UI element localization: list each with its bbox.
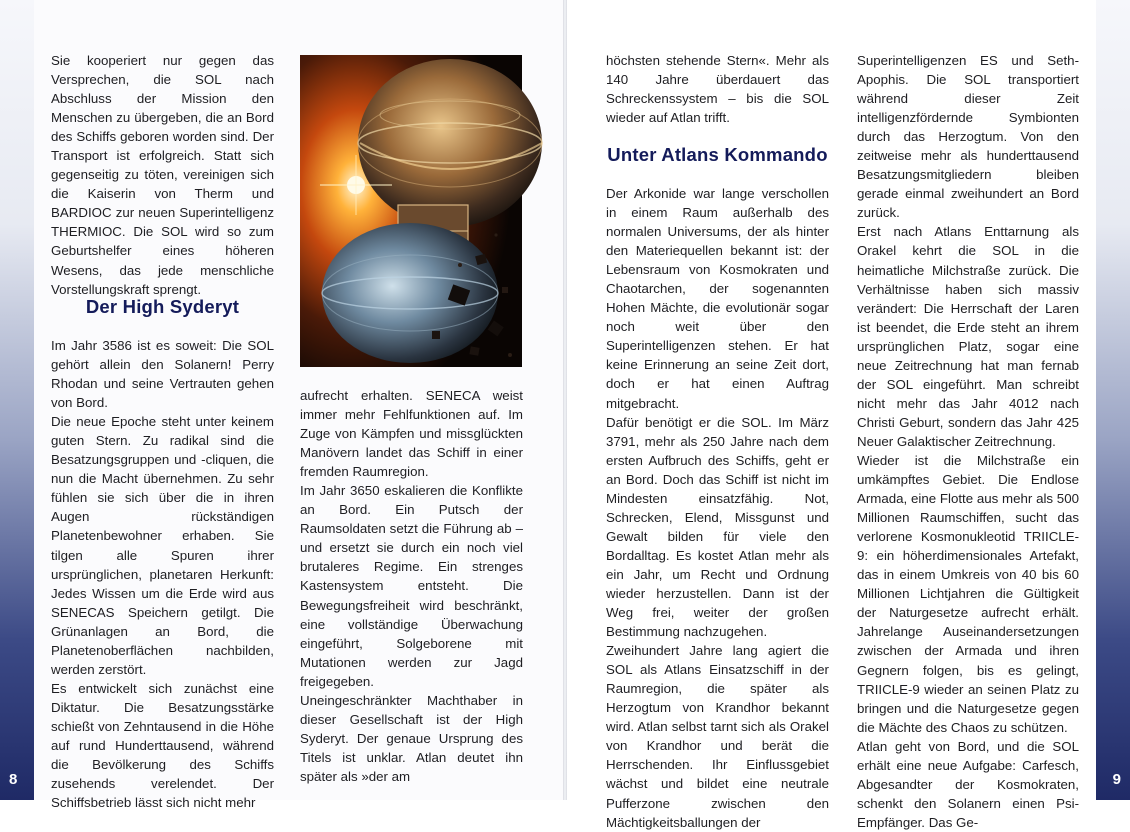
paragraph: Uneingeschränkter Machthaber in dieser Gesellschaft ist der High Syderyt. Der genaue Ursprung des Titels ist unklar. Atlan deutet ihn später als »der am [300,692,523,784]
paragraph: höchsten stehende Stern«. Mehr als 140 Jahre überdauert das Schreckenssystem – bis die SOL wieder auf Atlan trifft. [606,53,829,126]
paragraph: Zweihundert Jahre lang agiert die SOL als Atlans Einsatzschiff in der Raumregion, die später als Herzogtum von Krandhor bekannt wird. Atlan selbst tarnt sich als Orakel von Krandhor und berät die Herrschenden. Ihr Einflussgebiet wächst und bildet eine neutrale Pufferzone zwischen den Mächtigkeitsballungen der [606,643,829,830]
page-number-left: 8 [9,771,18,788]
paragraph: Sie kooperiert nur gegen das Versprechen, die SOL nach Abschluss der Mission den Menschen zu übergeben, die an Bord des Schiffs geboren worden sind. Der Transport ist erfolgreich. Statt sich gegenseitig zu töten, vereinigen sich die Kaiserin von Therm und BARDIOC zur neuen Superintelligenz THERMIOC. Die SOL wird so zum Geburtshelfer eines höheren Wesens, das jede menschliche Vorstellungskraft sprengt. [51,53,274,297]
paragraph: Erst nach Atlans Enttarnung als Orakel kehrt die SOL in die heimatliche Milchstraße zurück. Die Verhältnisse haben sich massiv verändert: Die Herrschaft der Laren ist beendet, die Erde steht an ihrem ursprünglichen Platz, sogar eine neue Zeitrechnung hat man fernab der SOL eingeführt. Man schreibt nicht mehr das Jahr 4012 nach Christi Geburt, sondern das Jahr 425 Neuer Galaktischer Zeitrechnung. [857,224,1079,449]
paragraph: Im Jahr 3586 ist es soweit: Die SOL gehört allein den Solanern! Perry Rhodan und seine Vertrauten gehen von Bord. [51,338,274,411]
paragraph: Es entwickelt sich zunächst eine Diktatur. Die Besatzungsstärke schießt von Zehntausend in die Höhe auf rund Hunderttausend, während die Bevölkerung des Schiffs zusehends verelendet. Der Schiffsbetrieb lässt sich nicht mehr [51,680,274,811]
heading-text: Unter Atlans Kommando [607,144,828,165]
right-column-2 [857,51,1079,832]
section-heading-atlans-kommando [606,144,829,166]
paragraph: aufrecht erhalten. SENECA weist immer mehr Fehlfunktionen auf. Im Zuge von Kämpfen und missglückten Manövern landet das Schiff in einer fremden Raumregion. [300,388,523,480]
right-column-1-bottom [606,184,829,832]
paragraph: Wieder ist die Milchstraße ein umkämpftes Gebiet. Die Endlose Armada, eine Flotte aus mehr als 500 Millionen Raumschiffen, sucht das verlorene Kosmonukleotid TRIICLE-9: ein höherdimensionales Artefakt, das in einem Umkreis von 40 bis 60 Millionen Lichtjahren die Gültigkeit der Naturgesetze aufrecht erhält. Jahrelange Auseinandersetzungen zwischen der Armada und ihren Gegnern folgen, bis es gelingt, TRIICLE-9 wieder an seinen Platz zu bringen und die Naturgesetze gegen die Mächte des Chaos zu schützen. [857,452,1079,735]
heading-text: Der High Syderyt [85,296,240,317]
paragraph: Der Arkonide war lange verschollen in einem Raum außerhalb des normalen Universums, der als hinter den Materiequellen bekannt ist: der Lebensraum von Kosmokraten und Chaotarchen, der sogenannten Hohen Mächte, die evolutionär sogar noch weit über den Superintelligenzen stehen. Er hat keine Erinnerung an seine Zeit dort, doch er hat einen Auftrag mitgebracht. [606,186,829,411]
paragraph: Atlan geht von Bord, und die SOL erhält eine neue Aufgabe: Carfesch, Abgesandter der Kosmokraten, schenkt den Solanern einen Psi-Empfänger. Das Ge- [857,738,1079,830]
paragraph: Dafür benötigt er die SOL. Im März 3791, mehr als 250 Jahre nach dem ersten Aufbruch des Schiffs, geht er an Bord. Doch das Schiff ist nicht im Mindesten einsatzfähig. Not, Schrecken, Elend, Missgunst und Gewalt bilden für viele den Bordalltag. Es kostet Atlan mehr als ein Jahr, um Recht und Ordnung wieder herzustellen. Dann ist der Weg frei, weiter der großen Bestimmung nachzugehen. [606,414,829,640]
page-number-right: 9 [1112,771,1121,788]
right-page-edge-band [1096,0,1130,800]
paragraph: Die neue Epoche steht unter keinem guten Stern. Zu radikal sind die Besatzungsgruppen und -cliquen, die nun die Macht übernehmen. Zu sehr fühlen sie sich über die in ihren Augen rückständigen Planetenbewohner erhaben. Sie tilgen alle Spuren ihrer ursprünglichen, planetaren Herkunft: Jedes Wissen um die Erde wird aus SENECAS Speichern getilgt. Die Grünanlagen an Bord, die Planetenoberflächen nachbilden, werden zerstört. [51,414,274,677]
paragraph: Im Jahr 3650 eskalieren die Konflikte an Bord. Ein Putsch der Raumsoldaten setzt die Führung ab – und ersetzt sie durch ein noch viel brutaleres Regime. Ein strenges Kastensystem entsteht. Die Bewegungsfreiheit wird beschränkt, eine vollständige Überwachung eingeführt, Solgeborene mit Mutationen werden zur Jagd freigegeben. [300,483,523,689]
right-column-1-top [606,51,829,127]
paragraph: Superintelligenzen ES und Seth-Apophis. Die SOL transportiert während dieser Zeit intelligenzfördernde Symbionten durch das Herzogtum. Von den zeitweise mehr als hunderttausend Besatzungsmitgliedern bleiben gerade einmal zweihundert an Bord zurück. [857,53,1079,221]
